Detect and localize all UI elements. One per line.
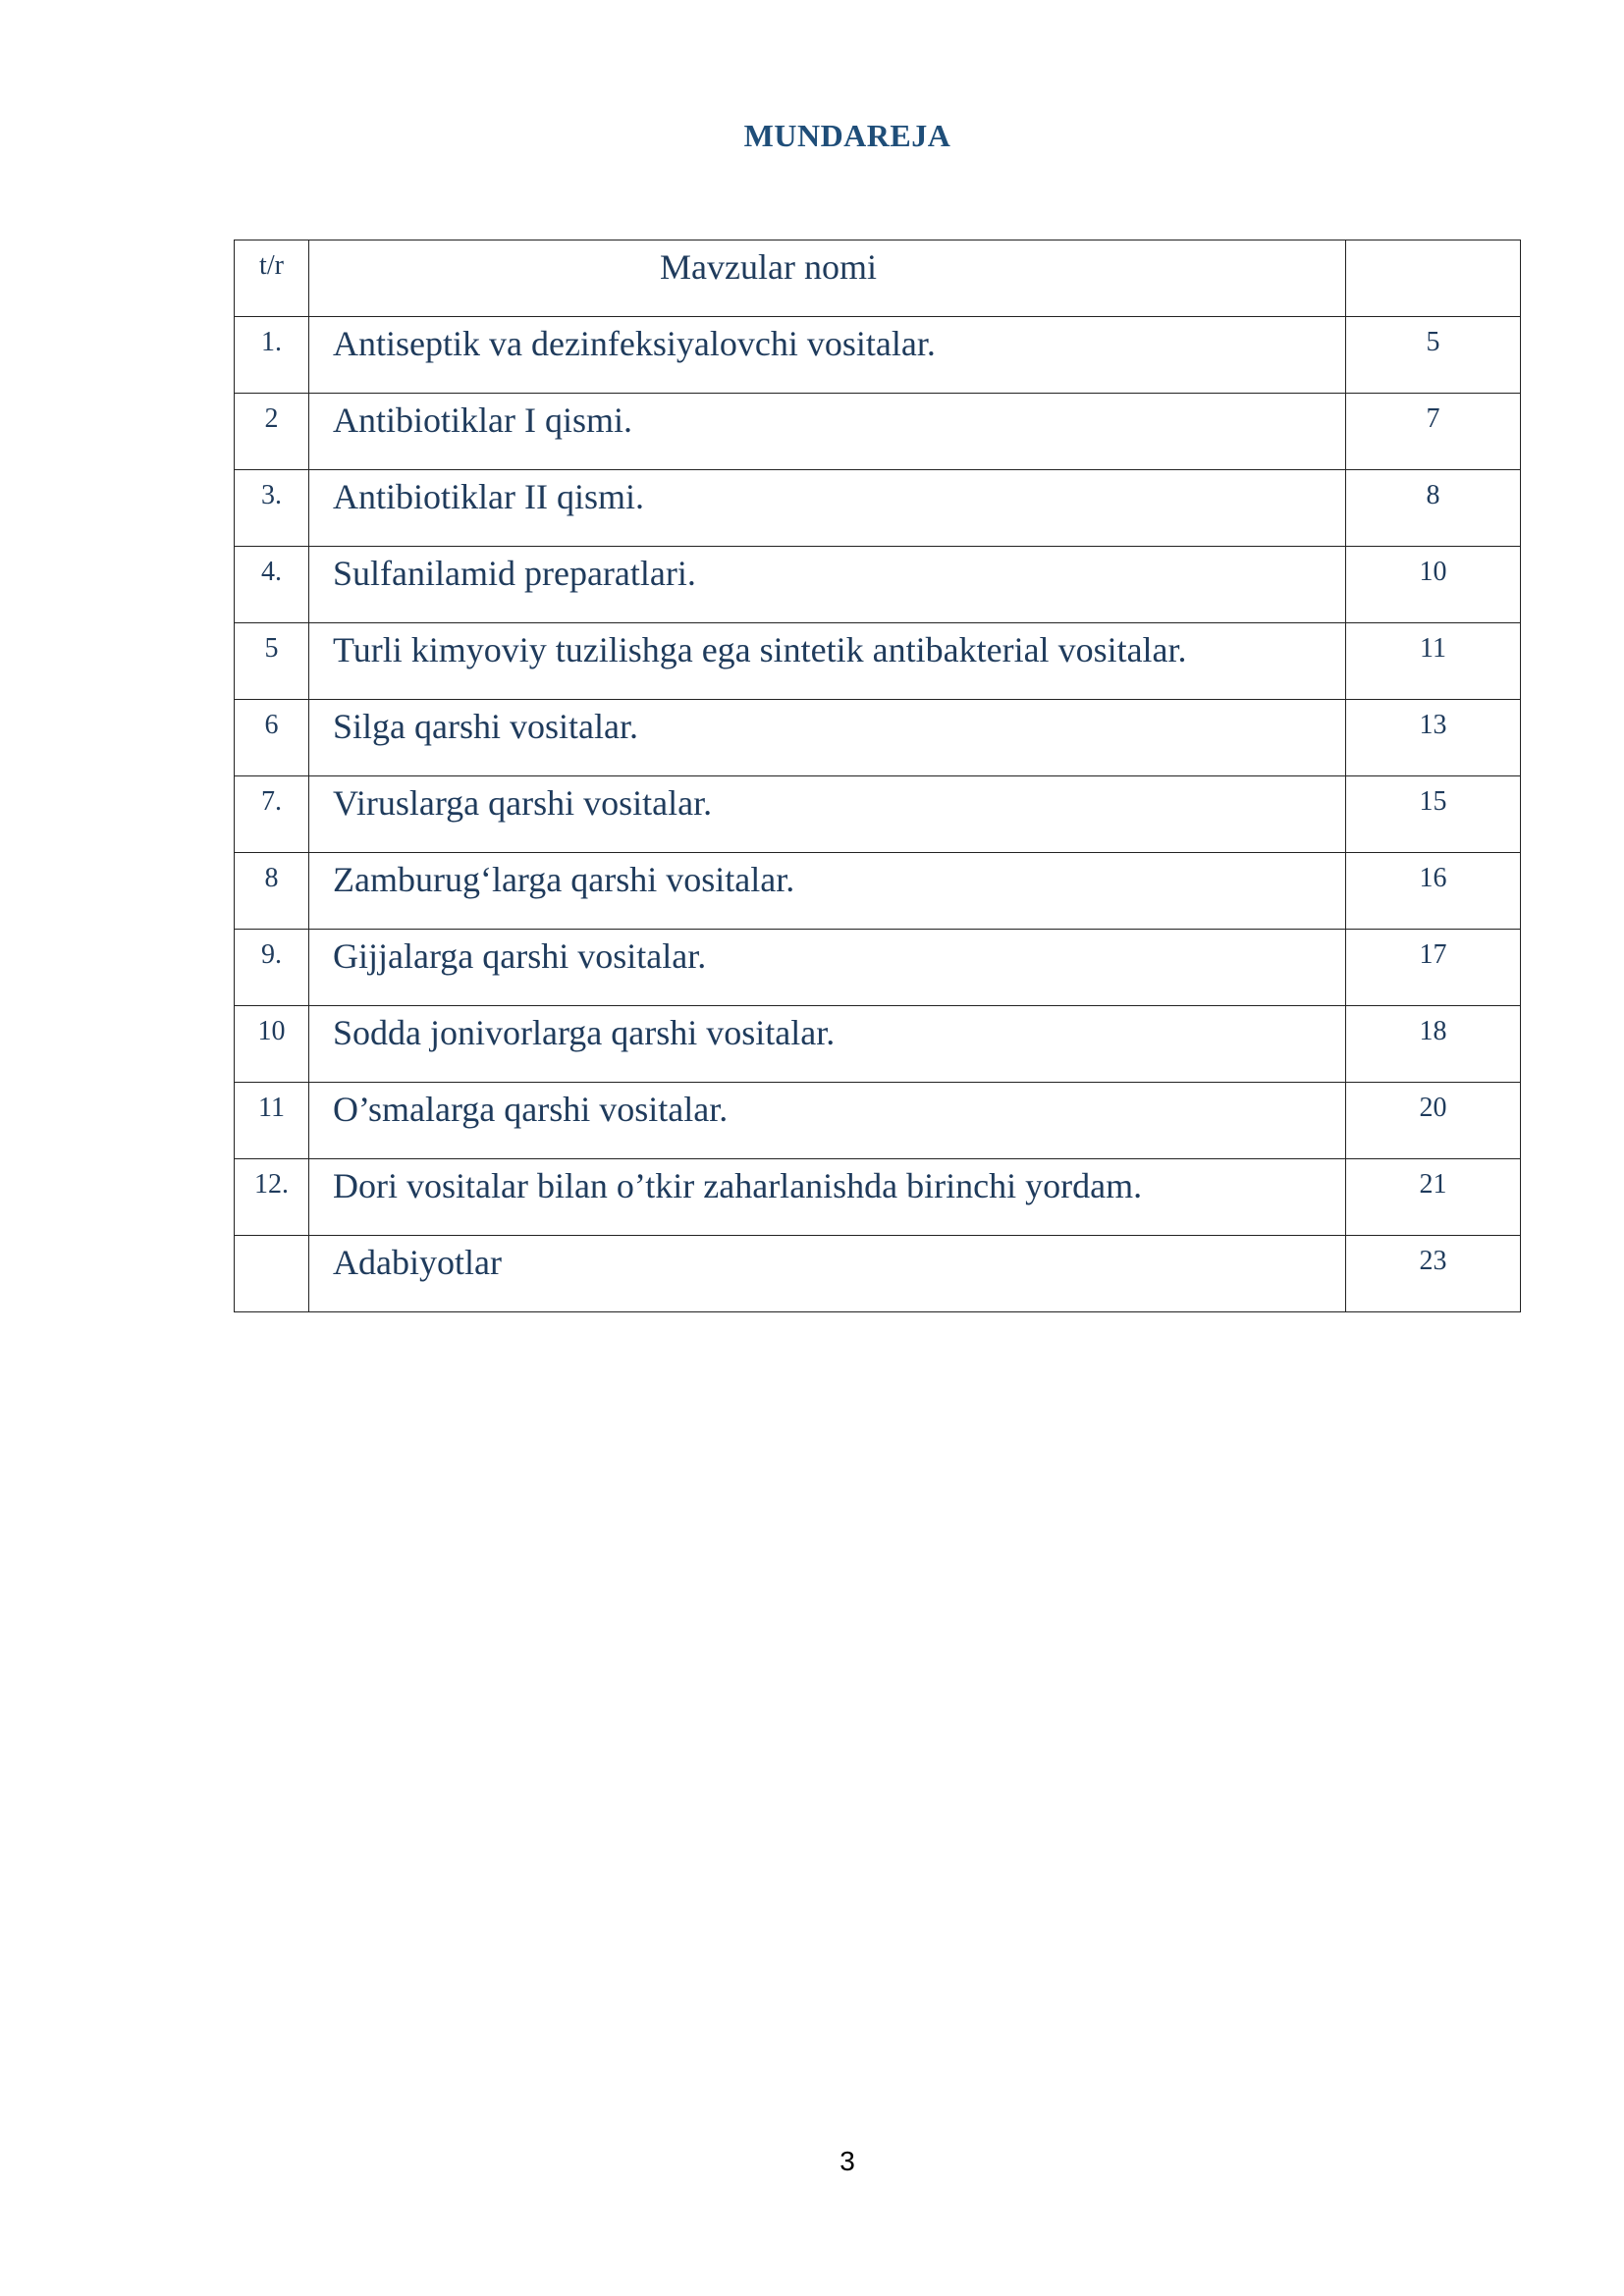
row-page: 17: [1346, 930, 1521, 1006]
table-row: [235, 623, 1521, 700]
row-page: 21: [1346, 1159, 1521, 1236]
row-page: 13: [1346, 700, 1521, 776]
table-row: [235, 1006, 1521, 1083]
row-number: [235, 1236, 309, 1312]
row-title: Silga qarshi vositalar.: [309, 700, 1346, 776]
row-number: 10: [235, 1006, 309, 1083]
table-row: [235, 394, 1521, 470]
row-number: 1.: [235, 317, 309, 394]
column-header-title: Mavzular nomi: [309, 240, 1346, 317]
table-row: [235, 547, 1521, 623]
row-title: Adabiyotlar: [309, 1236, 1346, 1312]
row-title: Turli kimyoviy tuzilishga ega sintetik antibakterial vositalar.: [309, 623, 1346, 700]
table-row: [235, 1159, 1521, 1236]
row-title: Dori vositalar bilan o’tkir zaharlanishda birinchi yordam.: [309, 1159, 1346, 1236]
table-row: [235, 776, 1521, 853]
table-row: [235, 470, 1521, 547]
row-title: Antibiotiklar I qismi.: [309, 394, 1346, 470]
row-page: 7: [1346, 394, 1521, 470]
row-number: 9.: [235, 930, 309, 1006]
table-row: [235, 1236, 1521, 1312]
table-row: [235, 853, 1521, 930]
row-number: 5: [235, 623, 309, 700]
row-page: 15: [1346, 776, 1521, 853]
row-title: Viruslarga qarshi vositalar.: [309, 776, 1346, 853]
row-number: 12.: [235, 1159, 309, 1236]
row-title: Sodda jonivorlarga qarshi vositalar.: [309, 1006, 1346, 1083]
row-page: 18: [1346, 1006, 1521, 1083]
row-page: 5: [1346, 317, 1521, 394]
row-number: 8: [235, 853, 309, 930]
row-number: 6: [235, 700, 309, 776]
row-title: Sulfanilamid preparatlari.: [309, 547, 1346, 623]
table-row: [235, 930, 1521, 1006]
row-title: Gijjalarga qarshi vositalar.: [309, 930, 1346, 1006]
table-row: [235, 700, 1521, 776]
table-header-row: [235, 240, 1521, 317]
row-title: Zamburug‘larga qarshi vositalar.: [309, 853, 1346, 930]
row-page: 10: [1346, 547, 1521, 623]
column-header-page: [1346, 240, 1521, 317]
row-number: 2: [235, 394, 309, 470]
row-page: 16: [1346, 853, 1521, 930]
row-number: 3.: [235, 470, 309, 547]
page-title: MUNDAREJA: [743, 118, 951, 153]
row-page: 8: [1346, 470, 1521, 547]
row-page: 20: [1346, 1083, 1521, 1159]
table-row: [235, 317, 1521, 394]
row-number: 7.: [235, 776, 309, 853]
row-number: 11: [235, 1083, 309, 1159]
row-title: O’smalarga qarshi vositalar.: [309, 1083, 1346, 1159]
page-number: 3: [839, 2146, 855, 2176]
table-of-contents: [234, 240, 1521, 1312]
row-title: Antiseptik va dezinfeksiyalovchi vositalar.: [309, 317, 1346, 394]
row-page: 23: [1346, 1236, 1521, 1312]
row-page: 11: [1346, 623, 1521, 700]
row-title: Antibiotiklar II qismi.: [309, 470, 1346, 547]
table-row: [235, 1083, 1521, 1159]
row-number: 4.: [235, 547, 309, 623]
column-header-number: t/r: [235, 240, 309, 317]
